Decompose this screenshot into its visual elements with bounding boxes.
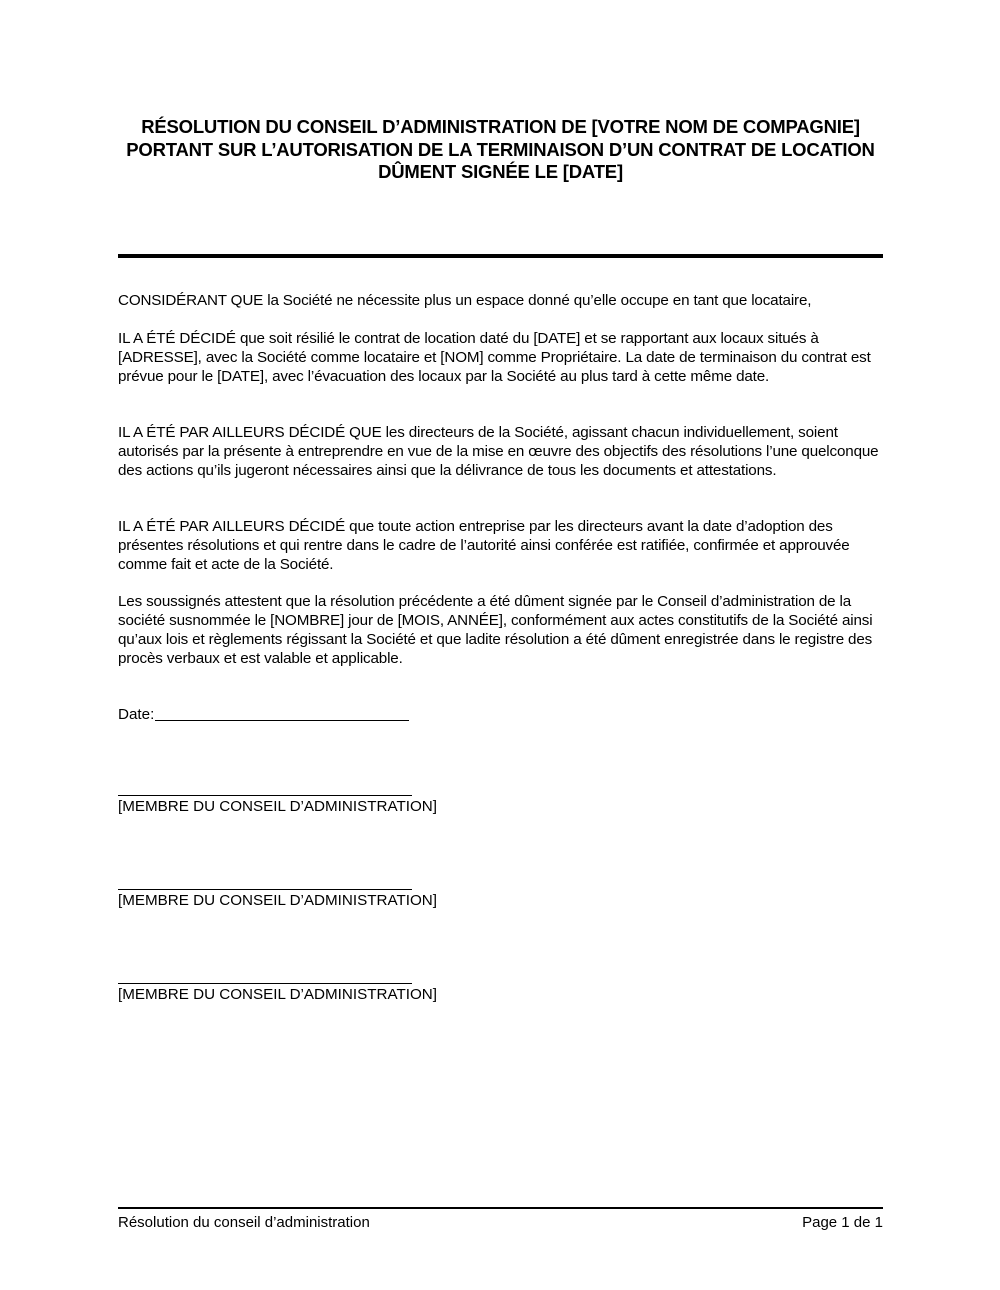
date-label: Date: [118,706,155,723]
paragraph-resolution-3: IL A ÉTÉ PAR AILLEURS DÉCIDÉ que toute action entreprise par les directeurs avant la date d’adoption des présentes résolutions et qui rentre dans le cadre de l’autorité ainsi conférée est ratifiée, confirmée et approuvée comme fait et acte de la Société. [118,518,850,573]
paragraph-resolution-2: IL A ÉTÉ PAR AILLEURS DÉCIDÉ QUE les directeurs de la Société, agissant chacun individuellement, soient autorisés par la présente à entreprendre en vue de la mise en œuvre des objectifs des résolutions l’une quelconque des actions qu’ils jugeront nécessaires ainsi que la délivrance de tous les documents et attestations. [118,424,879,479]
signature-line [118,983,412,984]
signature-label: [MEMBRE DU CONSEIL D’ADMINISTRATION] [118,892,437,909]
header-divider [118,254,883,258]
paragraph-considerant: CONSIDÉRANT QUE la Société ne nécessite plus un espace donné qu’elle occupe en tant que locataire, [118,292,812,309]
title-line-3: DÛMENT SIGNÉE LE [DATE] [378,161,623,182]
signature-line [118,795,412,796]
signature-block-3 [118,983,518,1004]
signature-block-2 [118,889,518,910]
title-line-2: PORTANT SUR L’AUTORISATION DE LA TERMINAISON D’UN CONTRAT DE LOCATION [126,138,875,160]
signature-block-1 [118,795,518,816]
footer-page-number: Page 1 de 1 [802,1214,883,1231]
date-blank-line [155,719,409,721]
footer-divider [118,1207,883,1209]
signature-label: [MEMBRE DU CONSEIL D’ADMINISTRATION] [118,798,437,815]
paragraph-attestation: Les soussignés attestent que la résolution précédente a été dûment signée par le Conseil d’administration de la société susnommée le [NOMBRE] jour de [MOIS, ANNÉE], conformément aux actes constitutifs de la Société ainsi qu’aux lois et règlements régissant la Société et que ladite résolution a été dûment enregistrée dans le registre des procès verbaux et est valable et applicable. [118,593,873,667]
paragraph-resolution-1: IL A ÉTÉ DÉCIDÉ que soit résilié le contrat de location daté du [DATE] et se rapportant aux locaux situés à [ADRESSE], avec la Société comme locataire et [NOM] comme Propriétaire. La date de terminaison du contrat est prévue pour le [DATE], avec l’évacuation des locaux par la Société au plus tard à cette même date. [118,330,871,385]
date-field [118,705,409,724]
signature-label: [MEMBRE DU CONSEIL D’ADMINISTRATION] [118,986,437,1003]
signature-line [118,889,412,890]
document-title [118,116,883,184]
footer-document-name: Résolution du conseil d’administration [118,1214,370,1231]
title-line-1: RÉSOLUTION DU CONSEIL D’ADMINISTRATION DE [VOTRE NOM DE COMPAGNIE] [141,116,860,137]
page-footer [118,1214,883,1232]
